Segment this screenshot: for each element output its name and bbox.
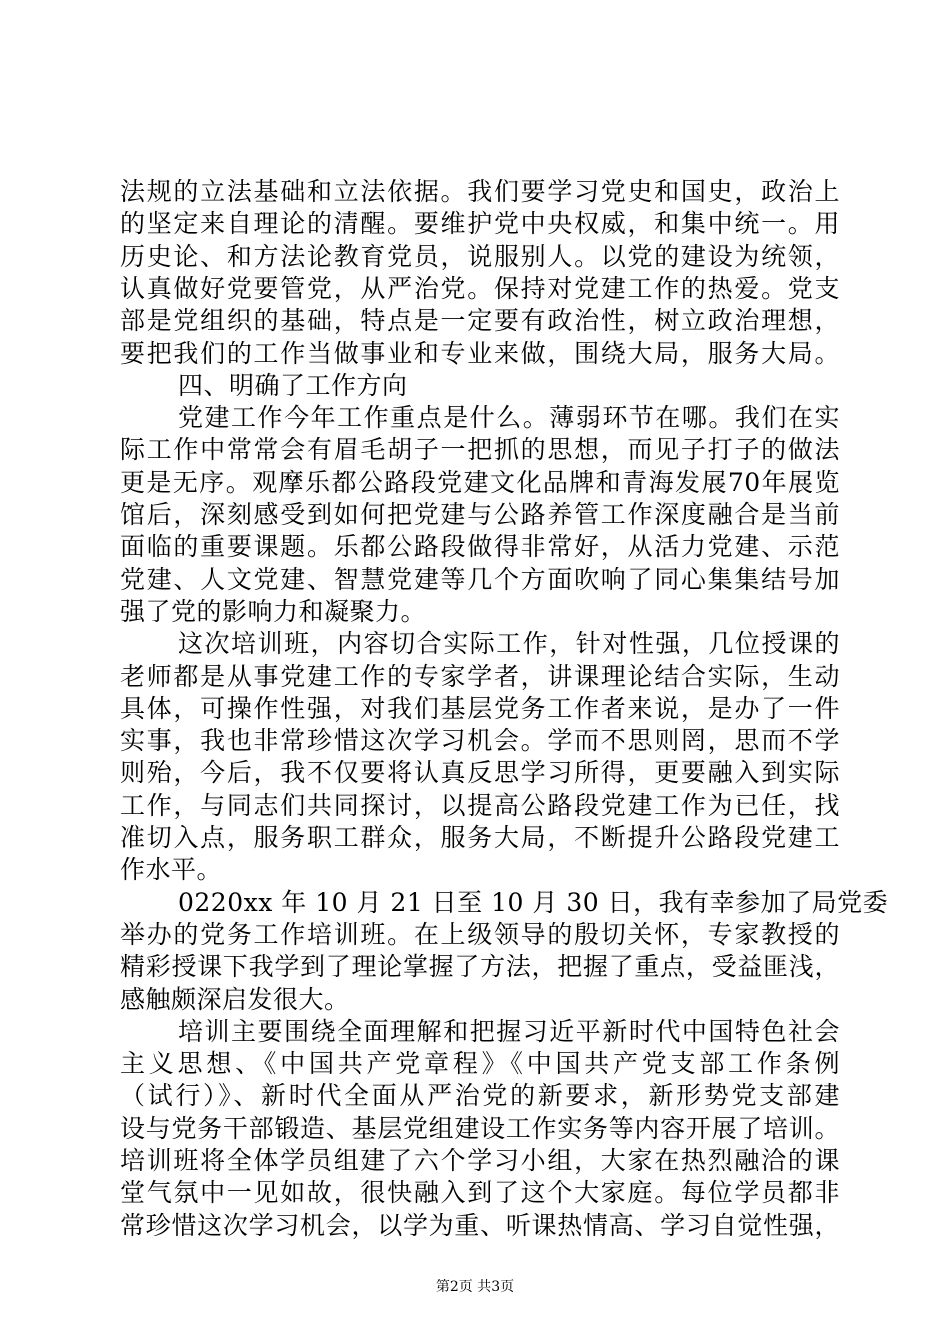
text-line: 培训主要围绕全面理解和把握习近平新时代中国特色社会 [178,1016,840,1046]
text-line: 主义思想、《中国共产党章程》《中国共产党支部工作条例 [120,1049,840,1079]
text-line: 更是无序。观摩乐都公路段党建文化品牌和青海发展70年展览 [120,467,840,497]
text-line: 这次培训班，内容切合实际工作，针对性强，几位授课的 [178,629,840,659]
text-line: 党建工作今年工作重点是什么。薄弱环节在哪。我们在实 [178,403,840,433]
text-line: 则殆，今后，我不仅要将认真反思学习所得，更要融入到实际 [120,758,840,788]
text-line: 设与党务干部锻造、基层党组建设工作实务等内容开展了培训。 [120,1113,840,1143]
text-line: 准切入点，服务职工群众，服务大局，不断提升公路段党建工 [120,823,840,852]
text-line: （试行）》、新时代全面从严治党的新要求，新形势党支部建 [120,1081,840,1111]
text-line: 强了党的影响力和凝聚力。 [120,596,427,626]
text-line: 的坚定来自理论的清醒。要维护党中央权威，和集中统一。用 [120,209,840,239]
text-line: 0220xx 年 10 月 21 日至 10 月 30 日，我有幸参加了局党委 [178,887,889,917]
text-line: 面临的重要课题。乐都公路段做得非常好，从活力党建、示范 [120,532,840,562]
text-line: 际工作中常常会有眉毛胡子一把抓的思想，而见子打子的做法 [120,435,840,465]
text-line: 历史论、和方法论教育党员，说服别人。以党的建设为统领， [120,241,840,271]
page-footer: 第2页 共3页 [435,1279,515,1295]
text-line: 作水平。 [120,855,223,885]
text-line: 老师都是从事党建工作的专家学者，讲课理论结合实际，生动 [120,661,840,691]
text-line: 感触颇深启发很大。 [120,984,350,1014]
text-line: 要把我们的工作当做事业和专业来做，围绕大局，服务大局。 [120,338,840,368]
text-line: 举办的党务工作培训班。在上级领导的殷切关怀，专家教授的 [120,919,840,949]
text-line: 培训班将全体学员组建了六个学习小组，大家在热烈融洽的课 [120,1146,840,1175]
text-line: 实事，我也非常珍惜这次学习机会。学而不思则罔，思而不学 [120,726,840,756]
text-line: 精彩授课下我学到了理论掌握了方法，把握了重点，受益匪浅， [120,952,840,982]
text-line: 堂气氛中一见如故，很快融入到了这个大家庭。每位学员都非 [120,1178,840,1208]
text-line: 部是党组织的基础，特点是一定要有政治性，树立政治理想， [120,306,840,336]
text-line: 馆后，深刻感受到如何把党建与公路养管工作深度融合是当前 [120,500,840,529]
section-heading: 四、明确了工作方向 [178,370,408,400]
text-line: 党建、人文党建、智慧党建等几个方面吹响了同心集集结号加 [120,564,840,594]
text-line: 认真做好党要管党，从严治党。保持对党建工作的热爱。党支 [120,273,840,303]
text-line: 工作，与同志们共同探讨，以提高公路段党建工作为已任，找 [120,790,840,820]
text-line: 具体，可操作性强，对我们基层党务工作者来说，是办了一件 [120,693,840,723]
text-line: 常珍惜这次学习机会，以学为重、听课热情高、学习自觉性强， [120,1210,840,1240]
text-line: 法规的立法基础和立法依据。我们要学习党史和国史，政治上 [120,177,840,206]
